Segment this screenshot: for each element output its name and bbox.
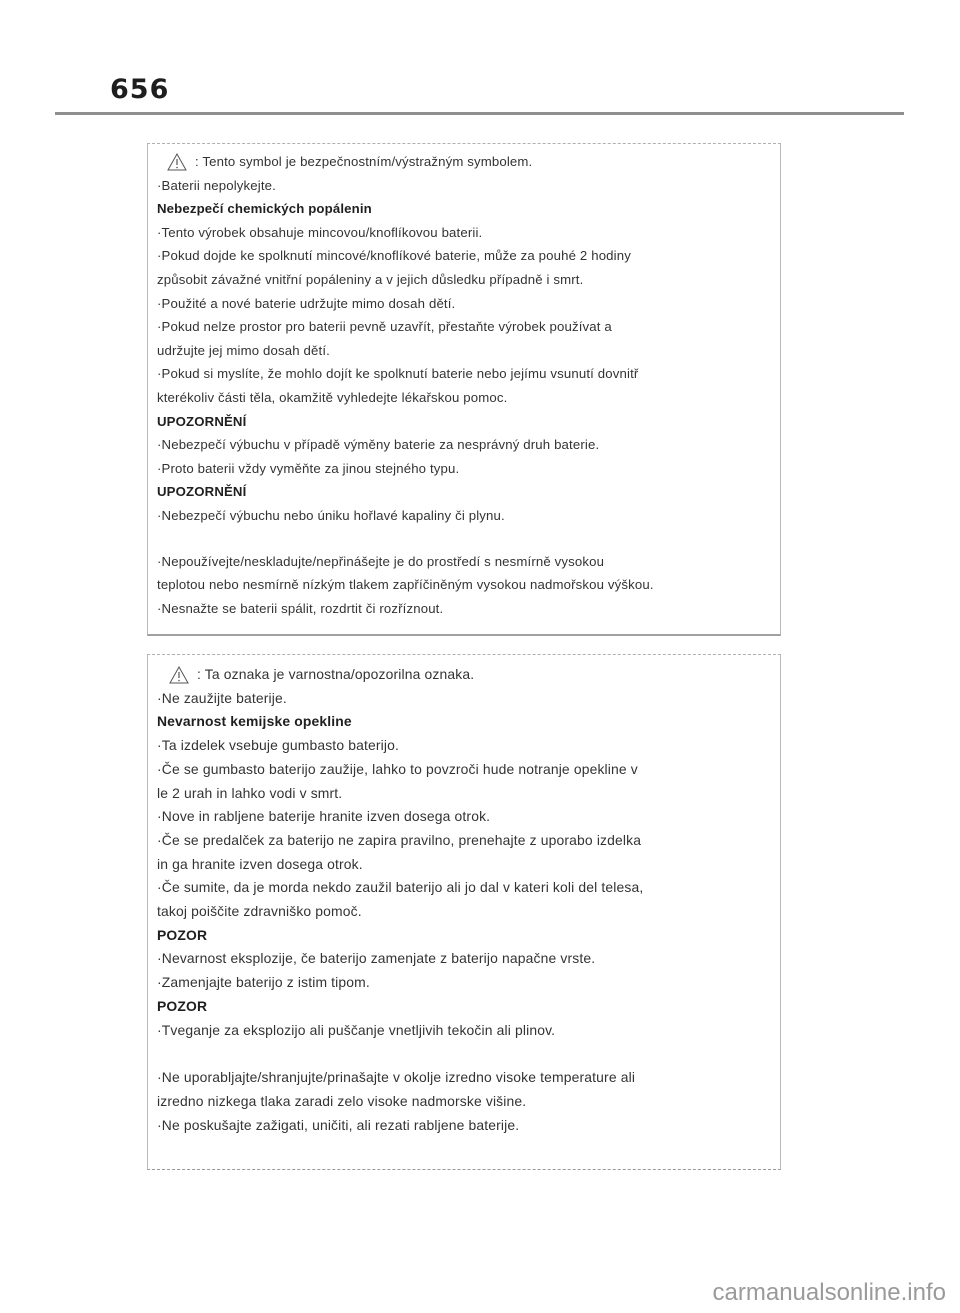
paragraph-line: ·Baterii nepolykejte. [157,177,276,193]
paragraph-line: ·Nepoužívejte/neskladujte/nepřinášejte je do prostředí s nesmírně vysokou [157,553,605,569]
paragraph-line: ·Ne zaužijte baterije. [157,689,287,706]
paragraph-line: ·Tento výrobek obsahuje mincovou/knoflíkovou baterii. [157,224,483,240]
paragraph-line: takoj poiščite zdravniško pomoč. [157,903,362,920]
warning-triangle-icon [167,153,187,171]
paragraph-line: ·Pokud nelze prostor pro baterii pevně uzavřít, přestaňte výrobek používat a [157,319,612,335]
paragraph-line: ·Pokud si myslíte, že mohlo dojít ke spolknutí baterie nebo jejímu vsunutí dovnitř [157,366,639,382]
warning-symbol-row [157,663,780,687]
warning-symbol-text: : Tento symbol je bezpečnostním/výstražným symbolem. [195,154,533,169]
czech-warning-box [147,143,781,636]
paragraph-line: ·Če sumite, da je morda nekdo zaužil baterijo ali jo dal v kateri koli del telesa, [157,879,644,896]
paragraph-line: ·Nebezpečí výbuchu nebo úniku hořlavé kapaliny či plynu. [157,507,505,523]
warning-triangle-icon [169,666,189,684]
paragraph-line: ·Ne uporabljajte/shranjujte/prinašajte v okolje izredno visoke temperature ali [157,1069,636,1086]
section-heading: POZOR [157,997,208,1014]
paragraph-line: ·Použité a nové baterie udržujte mimo dosah dětí. [157,295,456,311]
paragraph-line: teplotou nebo nesmírně nízkým tlakem zapříčiněným vysokou nadmořskou výškou. [157,577,654,593]
watermark: carmanualsonline.info [712,1279,946,1306]
header-divider [55,112,904,115]
warning-symbol-row [157,150,780,174]
spacer [157,528,780,550]
paragraph-line: ·Nove in rabljene baterije hranite izven dosega otrok. [157,808,491,825]
paragraph-line: in ga hranite izven dosega otrok. [157,855,363,872]
warning-symbol-text: : Ta oznaka je varnostna/opozorilna oznaka. [197,666,475,682]
section-heading: Nevarnost kemijske opekline [157,713,352,730]
paragraph-line: ·Tveganje za eksplozijo ali puščanje vnetljivih tekočin ali plinov. [157,1021,556,1038]
paragraph-line: ·Proto baterii vždy vyměňte za jinou stejného typu. [157,460,460,476]
spacer [157,1042,780,1066]
section-heading: POZOR [157,926,208,943]
paragraph-line: ·Ta izdelek vsebuje gumbasto baterijo. [157,737,399,754]
paragraph-line: ·Pokud dojde ke spolknutí mincové/knoflíkové baterie, může za pouhé 2 hodiny [157,248,631,264]
section-heading: UPOZORNĚNÍ [157,413,247,429]
paragraph-line: ·Če se gumbasto baterijo zaužije, lahko to povzroči hude notranje opekline v [157,760,638,777]
page-number: 656 [110,74,170,105]
paragraph-line: ·Nevarnost eksplozije, če baterijo zamenjate z baterijo napačne vrste. [157,950,596,967]
paragraph-line: ·Če se predalček za baterijo ne zapira pravilno, prenehajte z uporabo izdelka [157,831,642,848]
section-heading: Nebezpečí chemických popálenin [157,201,372,217]
paragraph-line: ·Nebezpečí výbuchu v případě výměny baterie za nesprávný druh baterie. [157,437,600,453]
paragraph-line: izredno nizkega tlaka zaradi zelo visoke nadmorske višine. [157,1092,527,1109]
paragraph-line: způsobit závažné vnitřní popáleniny a v jejich důsledku případně i smrt. [157,271,584,287]
paragraph-line: le 2 urah in lahko vodi v smrt. [157,784,343,801]
paragraph-line: udržujte jej mimo dosah dětí. [157,342,330,358]
slovenian-warning-box [147,654,781,1170]
paragraph-line: kterékoliv části těla, okamžitě vyhledejte lékařskou pomoc. [157,389,508,405]
section-heading: UPOZORNĚNÍ [157,484,247,500]
paragraph-line: ·Nesnažte se baterii spálit, rozdrtit či rozříznout. [157,600,444,616]
paragraph-line: ·Ne poskušajte zažigati, uničiti, ali rezati rabljene baterije. [157,1116,520,1133]
paragraph-line: ·Zamenjajte baterijo z istim tipom. [157,974,370,991]
